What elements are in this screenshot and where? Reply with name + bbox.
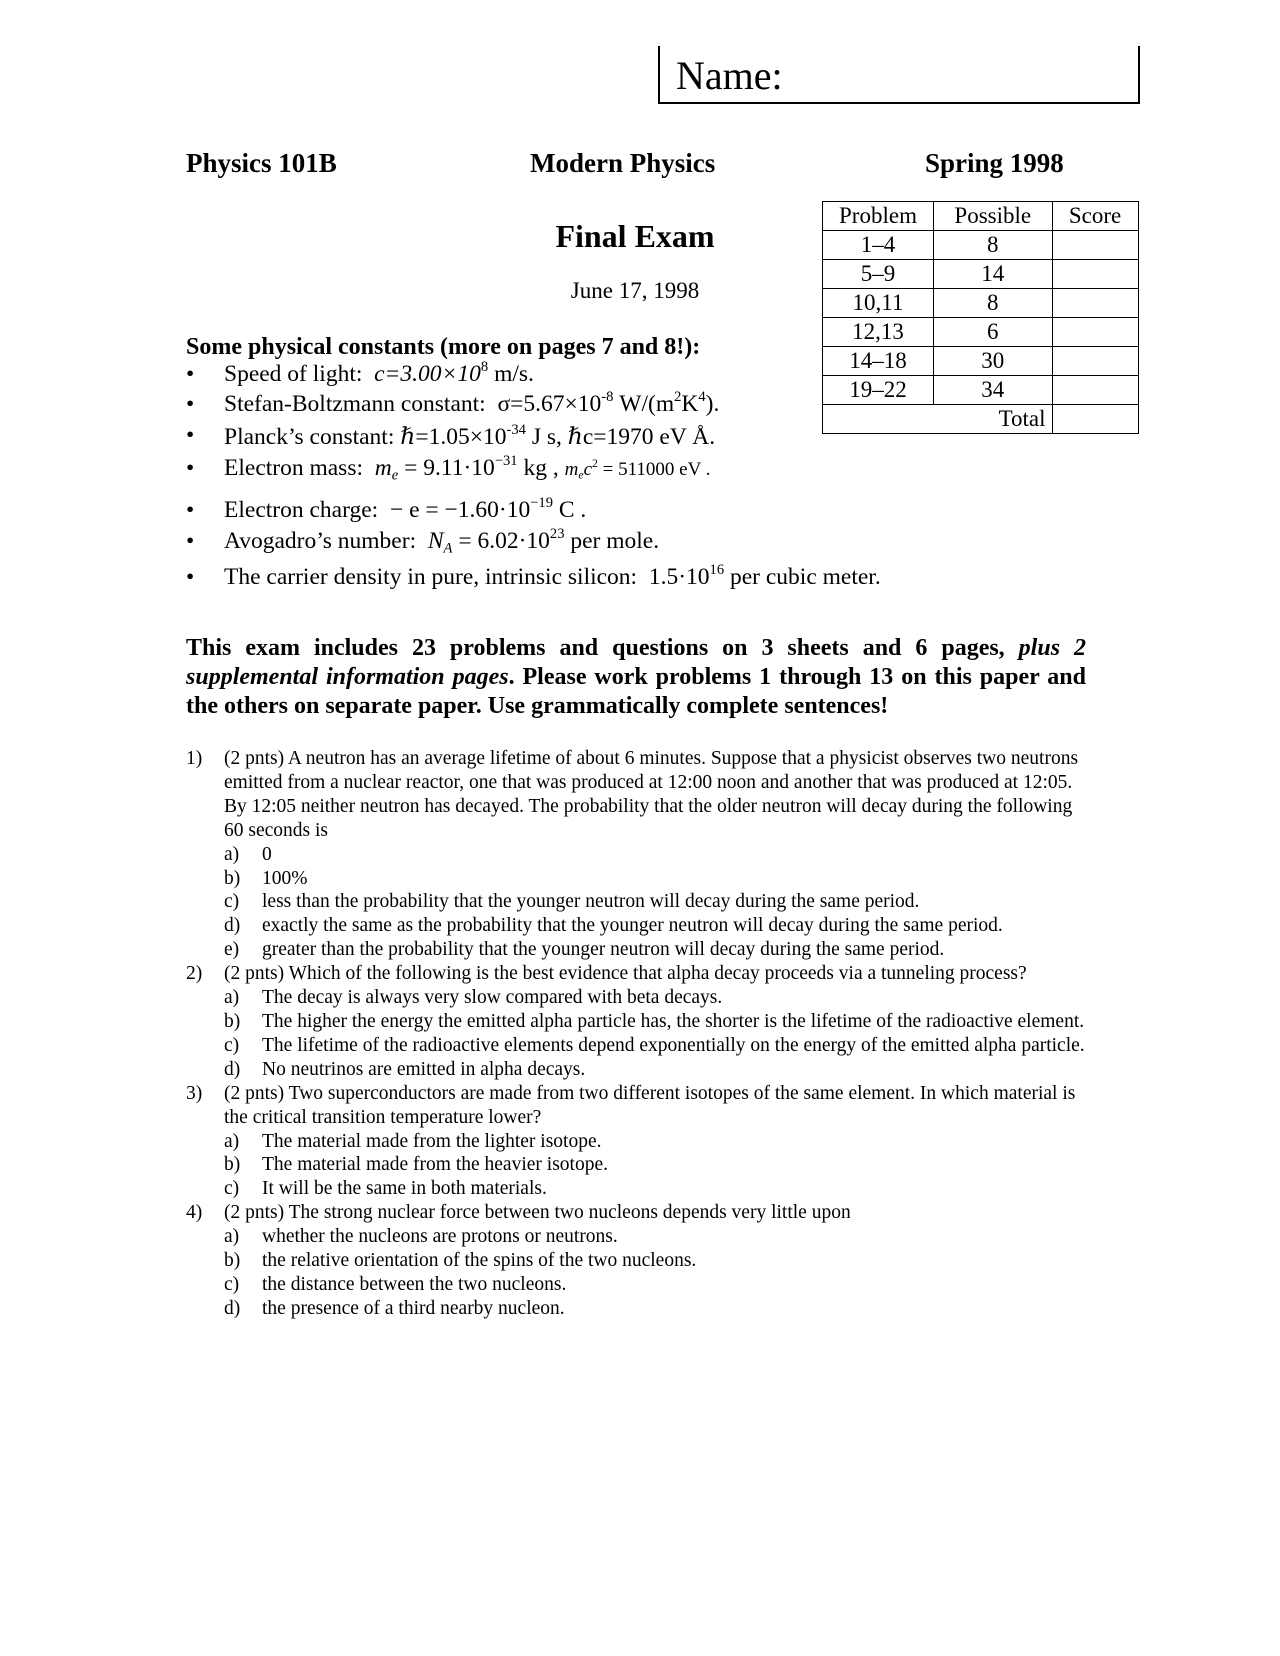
name-field[interactable]: [658, 46, 1140, 104]
option-text: 100%: [262, 867, 308, 889]
constant-label: Electron charge:: [224, 497, 379, 523]
total-label: Total: [934, 405, 1053, 434]
constant-label: The carrier density in pure, intrinsic silicon:: [224, 564, 638, 590]
question-list: [186, 747, 1086, 1321]
score-cell[interactable]: [1052, 318, 1138, 347]
possible-cell: 8: [934, 231, 1053, 260]
option-letter: c): [224, 891, 240, 913]
exponent: 2: [674, 388, 682, 405]
constant-value: − e = −1.60·10: [389, 497, 531, 523]
score-cell[interactable]: [1052, 260, 1138, 289]
option-letter: a): [224, 987, 240, 1009]
possible-cell: 6: [934, 318, 1053, 347]
option-text: The material made from the lighter isotope.: [262, 1130, 602, 1152]
bullet-icon: •: [186, 455, 195, 481]
math-symbol: m: [564, 459, 579, 480]
question-2: [186, 962, 1086, 1082]
exam-date: June 17, 1998: [570, 278, 700, 303]
question-text: (2 pnts) Two superconductors are made from two different isotopes of the same element. In which material is the critical transition temperature lower?: [224, 1082, 1076, 1128]
answer-option[interactable]: [224, 986, 1086, 1010]
option-text: exactly the same as the probability that the younger neutron will decay during the same period.: [262, 915, 1003, 937]
answer-option[interactable]: [224, 1010, 1086, 1034]
constant-unit: kg ,: [517, 455, 565, 481]
problem-cell: 12,13: [823, 318, 934, 347]
option-letter: a): [224, 1226, 240, 1248]
question-1: [186, 747, 1086, 962]
exponent: 8: [480, 358, 489, 375]
problem-cell: 5–9: [823, 260, 934, 289]
option-text: the distance between the two nucleons.: [262, 1273, 567, 1295]
answer-option[interactable]: [224, 1034, 1086, 1058]
constant-label: Electron mass:: [224, 455, 364, 481]
exam-instructions: This exam includes 23 problems and questions on 3 sheets and 6 pages, plus 2 supplemental information pages. Please work problems 1 through 13 on this paper and the others on separate paper. Use grammatically complete sentences!: [186, 635, 1086, 719]
answer-option[interactable]: [224, 914, 1086, 938]
option-letter: b): [224, 867, 241, 889]
constant-label: Planck’s constant:: [224, 424, 401, 450]
question-number: 1): [186, 748, 203, 769]
bullet-icon: •: [186, 422, 195, 448]
constant-value: σ=5.67×10: [497, 391, 602, 417]
problem-cell: 19–22: [823, 376, 934, 405]
option-letter: d): [224, 1058, 241, 1080]
constant-value: ℏ=1.05×10: [400, 424, 507, 450]
name-label: Name:: [676, 53, 783, 98]
constant-value: = 6.02·10: [452, 528, 550, 554]
table-row: [823, 231, 1139, 260]
table-row: [823, 376, 1139, 405]
problem-cell: 14–18: [823, 347, 934, 376]
answer-option[interactable]: [224, 1177, 1086, 1201]
option-text: The decay is always very slow compared with beta decays.: [262, 987, 723, 1009]
term-title: Spring 1998: [925, 148, 1064, 178]
answer-option[interactable]: [224, 867, 1086, 891]
option-text: 0: [262, 843, 272, 865]
table-row: [823, 347, 1139, 376]
subscript: e: [578, 468, 584, 482]
constant-unit: W/(m: [613, 391, 675, 417]
answer-option[interactable]: [224, 1058, 1086, 1082]
option-letter: a): [224, 843, 240, 865]
question-4: [186, 1201, 1086, 1321]
constant-unit: C .: [553, 497, 587, 523]
total-score-cell[interactable]: [1052, 405, 1138, 434]
exponent: 23: [549, 525, 565, 542]
bullet-icon: •: [186, 361, 195, 387]
table-row: [823, 260, 1139, 289]
option-letter: a): [224, 1130, 240, 1152]
exponent: 16: [709, 561, 725, 578]
table-row: [823, 318, 1139, 347]
answer-option[interactable]: [224, 1297, 1086, 1321]
option-text: greater than the probability that the younger neutron will decay during the same period.: [262, 939, 945, 961]
constant-value: = 9.11·10: [398, 455, 495, 481]
table-row: [823, 289, 1139, 318]
problem-cell: 1–4: [823, 231, 934, 260]
option-text: whether the nucleons are protons or neutrons.: [262, 1226, 618, 1248]
option-letter: b): [224, 1010, 241, 1032]
answer-option[interactable]: [224, 890, 1086, 914]
score-cell[interactable]: [1052, 376, 1138, 405]
constant-unit: m/s.: [488, 361, 534, 387]
score-table: [822, 201, 1139, 434]
possible-cell: 34: [934, 376, 1053, 405]
bullet-icon: •: [186, 564, 195, 590]
option-letter: d): [224, 915, 241, 937]
answer-option[interactable]: [224, 938, 1086, 962]
math-symbol: m: [374, 455, 392, 481]
bullet-icon: •: [186, 391, 195, 417]
answer-option[interactable]: [224, 1153, 1086, 1177]
subscript: e: [391, 467, 399, 484]
constant-label: Speed of light:: [224, 361, 363, 387]
score-cell[interactable]: [1052, 289, 1138, 318]
constant-value: 1.5·10: [648, 564, 710, 590]
course-title: Physics 101B: [186, 148, 337, 178]
math-symbol: N: [427, 528, 444, 554]
question-number: 4): [186, 1202, 203, 1224]
col-header-score: Score: [1052, 202, 1138, 231]
constant-unit: per mole.: [564, 528, 660, 554]
col-header-problem: Problem: [823, 202, 934, 231]
constant-label: Stefan-Boltzmann constant:: [224, 391, 486, 417]
option-text: The higher the energy the emitted alpha particle has, the shorter is the lifetime of the radioactive element.: [262, 1010, 1085, 1032]
constant-unit: ).: [705, 391, 720, 417]
exponent: 4: [698, 388, 706, 405]
subject-title: Modern Physics: [530, 148, 716, 178]
option-text: The lifetime of the radioactive elements depend exponentially on the energy of the emitted alpha particle.: [262, 1034, 1085, 1056]
exponent: −19: [530, 494, 553, 511]
col-header-possible: Possible: [934, 202, 1053, 231]
option-text: the relative orientation of the spins of the two nucleons.: [262, 1250, 697, 1272]
possible-cell: 8: [934, 289, 1053, 318]
possible-cell: 14: [934, 260, 1053, 289]
possible-cell: 30: [934, 347, 1053, 376]
constant-value: = 511000 eV .: [597, 459, 711, 480]
answer-option[interactable]: [224, 1249, 1086, 1273]
question-number: 3): [186, 1082, 203, 1104]
supplemental-note: plus 2 supplemental information pages: [186, 635, 1086, 690]
constants-heading: Some physical constants (more on pages 7 and 8!):: [186, 334, 701, 360]
constant-unit: J s, ℏc=1970 eV Å.: [525, 424, 716, 450]
constant-value: c=3.00×10: [374, 361, 481, 387]
problem-cell: 10,11: [823, 289, 934, 318]
option-letter: c): [224, 1034, 240, 1056]
score-table-header: [823, 202, 1139, 231]
total-spacer: [823, 405, 934, 434]
question-text: (2 pnts) Which of the following is the best evidence that alpha decay proceeds via a tunneling process?: [224, 963, 1027, 985]
score-cell[interactable]: [1052, 347, 1138, 376]
option-letter: b): [224, 1154, 241, 1176]
bullet-icon: •: [186, 528, 195, 554]
question-number: 2): [186, 963, 203, 985]
bullet-icon: •: [186, 497, 195, 523]
option-text: It will be the same in both materials.: [262, 1178, 547, 1200]
option-text: the presence of a third nearby nucleon.: [262, 1297, 565, 1319]
constant-label: Avogadro’s number:: [224, 528, 417, 554]
answer-option[interactable]: [224, 1130, 1086, 1154]
option-letter: b): [224, 1250, 241, 1272]
exponent: −31: [494, 452, 518, 469]
math-symbol: c: [583, 459, 592, 480]
option-text: less than the probability that the younger neutron will decay during the same period.: [262, 891, 920, 913]
option-text: No neutrinos are emitted in alpha decays.: [262, 1058, 586, 1080]
option-text: The material made from the heavier isotope.: [262, 1154, 608, 1176]
exponent: -34: [506, 421, 526, 438]
total-row: [823, 405, 1139, 434]
exponent: -8: [601, 388, 614, 405]
constant-unit: per cubic meter.: [724, 564, 881, 590]
question-text: (2 pnts) The strong nuclear force between two nucleons depends very little upon: [224, 1202, 851, 1224]
option-letter: e): [224, 939, 240, 961]
score-cell[interactable]: [1052, 231, 1138, 260]
question-text: (2 pnts) A neutron has an average lifetime of about 6 minutes. Suppose that a physicist observes two neutrons emitted from a nuclear reactor, one that was produced at 12:00 noon and another that was produced at 12:05. By 12:05 neither neutron has decayed. The probability that the older neutron will decay during the following 60 seconds is: [224, 748, 1079, 841]
option-letter: c): [224, 1178, 240, 1200]
option-letter: d): [224, 1297, 241, 1319]
answer-option[interactable]: [224, 843, 1086, 867]
answer-option[interactable]: [224, 1225, 1086, 1249]
exam-title: Final Exam: [555, 218, 715, 254]
option-letter: c): [224, 1273, 240, 1295]
answer-option[interactable]: [224, 1273, 1086, 1297]
question-3: [186, 1082, 1086, 1202]
exponent: 2: [592, 456, 598, 470]
constant-unit: K: [681, 391, 699, 417]
subscript: A: [443, 540, 453, 557]
